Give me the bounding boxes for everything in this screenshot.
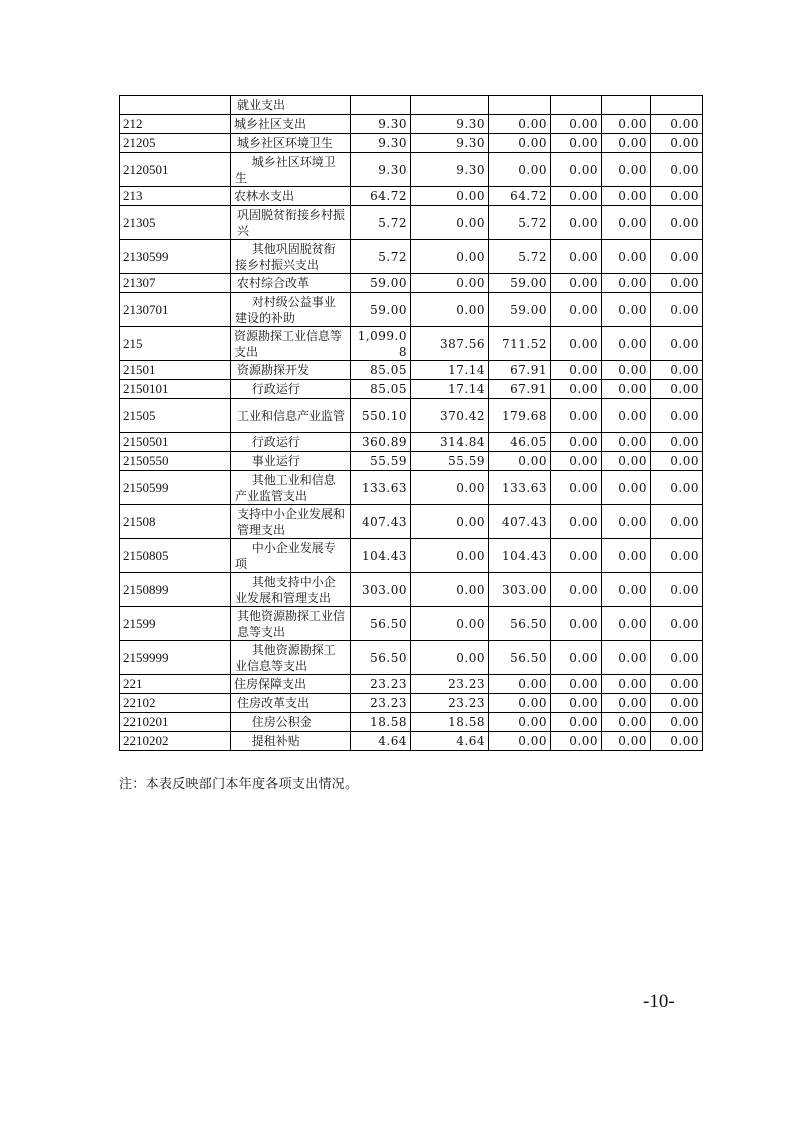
enterprise-expenditure-cell: 0.00 — [551, 713, 602, 732]
transfer-expenditure-cell: 0.00 — [602, 293, 651, 327]
subject-code-cell: 2210202 — [120, 732, 231, 751]
subject-code-cell: 21205 — [120, 134, 231, 153]
table-row — [120, 433, 703, 452]
basic-expenditure-cell: 18.58 — [411, 713, 489, 732]
basic-expenditure-cell: 17.14 — [411, 361, 489, 380]
total-cell: 9.30 — [351, 115, 411, 134]
table-row — [120, 607, 703, 641]
project-expenditure-cell: 46.05 — [489, 433, 551, 452]
total-cell: 360.89 — [351, 433, 411, 452]
subject-name-cell: 农林水支出 — [231, 187, 351, 206]
table-row — [120, 399, 703, 433]
subject-name-cell: 就业支出 — [231, 96, 351, 115]
transfer-expenditure-cell: 0.00 — [602, 380, 651, 399]
transfer-expenditure-cell: 0.00 — [602, 327, 651, 361]
table-row — [120, 293, 703, 327]
subject-code-cell: 21599 — [120, 607, 231, 641]
project-expenditure-cell: 67.91 — [489, 380, 551, 399]
total-cell: 303.00 — [351, 573, 411, 607]
subject-code-cell: 2130701 — [120, 293, 231, 327]
subject-name-cell: 农村综合改革 — [231, 274, 351, 293]
table-row — [120, 452, 703, 471]
basic-expenditure-cell: 0.00 — [411, 293, 489, 327]
other-expenditure-cell: 0.00 — [651, 240, 703, 274]
total-cell: 64.72 — [351, 187, 411, 206]
project-expenditure-cell: 56.50 — [489, 641, 551, 675]
subject-code-cell: 2159999 — [120, 641, 231, 675]
total-cell: 56.50 — [351, 607, 411, 641]
enterprise-expenditure-cell: 0.00 — [551, 539, 602, 573]
other-expenditure-cell: 0.00 — [651, 361, 703, 380]
other-expenditure-cell: 0.00 — [651, 607, 703, 641]
subject-code-cell: 2150899 — [120, 573, 231, 607]
other-expenditure-cell: 0.00 — [651, 539, 703, 573]
total-cell: 23.23 — [351, 675, 411, 694]
transfer-expenditure-cell: 0.00 — [602, 433, 651, 452]
subject-name-cell: 巩固脱贫衔接乡村振兴 — [231, 206, 351, 240]
project-expenditure-cell: 67.91 — [489, 361, 551, 380]
other-expenditure-cell: 0.00 — [651, 380, 703, 399]
other-expenditure-cell: 0.00 — [651, 641, 703, 675]
basic-expenditure-cell: 23.23 — [411, 694, 489, 713]
enterprise-expenditure-cell: 0.00 — [551, 505, 602, 539]
transfer-expenditure-cell: 0.00 — [602, 134, 651, 153]
table-row — [120, 134, 703, 153]
subject-code-cell: 2150805 — [120, 539, 231, 573]
table-row — [120, 240, 703, 274]
subject-code-cell: 21307 — [120, 274, 231, 293]
subject-name-cell: 住房公积金 — [231, 713, 351, 732]
basic-expenditure-cell: 17.14 — [411, 380, 489, 399]
total-cell — [351, 96, 411, 115]
other-expenditure-cell: 0.00 — [651, 153, 703, 187]
other-expenditure-cell: 0.00 — [651, 713, 703, 732]
project-expenditure-cell: 133.63 — [489, 471, 551, 505]
subject-code-cell: 2210201 — [120, 713, 231, 732]
project-expenditure-cell: 0.00 — [489, 153, 551, 187]
project-expenditure-cell — [489, 96, 551, 115]
enterprise-expenditure-cell: 0.00 — [551, 134, 602, 153]
transfer-expenditure-cell: 0.00 — [602, 452, 651, 471]
subject-code-cell: 21508 — [120, 505, 231, 539]
transfer-expenditure-cell: 0.00 — [602, 694, 651, 713]
enterprise-expenditure-cell: 0.00 — [551, 573, 602, 607]
table-row — [120, 274, 703, 293]
transfer-expenditure-cell: 0.00 — [602, 274, 651, 293]
table-row — [120, 380, 703, 399]
basic-expenditure-cell: 9.30 — [411, 134, 489, 153]
table-row — [120, 153, 703, 187]
transfer-expenditure-cell: 0.00 — [602, 399, 651, 433]
transfer-expenditure-cell: 0.00 — [602, 505, 651, 539]
project-expenditure-cell: 0.00 — [489, 115, 551, 134]
subject-code-cell: 2150550 — [120, 452, 231, 471]
other-expenditure-cell: 0.00 — [651, 505, 703, 539]
enterprise-expenditure-cell: 0.00 — [551, 641, 602, 675]
transfer-expenditure-cell: 0.00 — [602, 675, 651, 694]
total-cell: 55.59 — [351, 452, 411, 471]
project-expenditure-cell: 303.00 — [489, 573, 551, 607]
project-expenditure-cell: 5.72 — [489, 240, 551, 274]
transfer-expenditure-cell: 0.00 — [602, 206, 651, 240]
subject-name-cell: 城乡社区支出 — [231, 115, 351, 134]
enterprise-expenditure-cell: 0.00 — [551, 240, 602, 274]
enterprise-expenditure-cell: 0.00 — [551, 471, 602, 505]
total-cell: 23.23 — [351, 694, 411, 713]
total-cell: 5.72 — [351, 206, 411, 240]
enterprise-expenditure-cell: 0.00 — [551, 732, 602, 751]
subject-code-cell: 2150101 — [120, 380, 231, 399]
total-cell: 59.00 — [351, 293, 411, 327]
table-row — [120, 694, 703, 713]
subject-code-cell: 213 — [120, 187, 231, 206]
basic-expenditure-cell: 0.00 — [411, 206, 489, 240]
other-expenditure-cell: 0.00 — [651, 115, 703, 134]
subject-name-cell: 对村级公益事业建设的补助 — [231, 293, 351, 327]
project-expenditure-cell: 104.43 — [489, 539, 551, 573]
table-row — [120, 641, 703, 675]
other-expenditure-cell: 0.00 — [651, 134, 703, 153]
subject-code-cell: 215 — [120, 327, 231, 361]
enterprise-expenditure-cell — [551, 96, 602, 115]
subject-code-cell: 22102 — [120, 694, 231, 713]
subject-name-cell: 其他资源勘探工业信息等支出 — [231, 607, 351, 641]
basic-expenditure-cell: 0.00 — [411, 573, 489, 607]
subject-name-cell: 城乡社区环境卫生 — [231, 153, 351, 187]
subject-name-cell: 事业运行 — [231, 452, 351, 471]
project-expenditure-cell: 0.00 — [489, 713, 551, 732]
project-expenditure-cell: 0.00 — [489, 134, 551, 153]
basic-expenditure-cell: 0.00 — [411, 505, 489, 539]
total-cell: 4.64 — [351, 732, 411, 751]
expenditure-table-container — [119, 95, 703, 751]
table-row — [120, 361, 703, 380]
subject-name-cell: 其他工业和信息产业监管支出 — [231, 471, 351, 505]
project-expenditure-cell: 59.00 — [489, 293, 551, 327]
other-expenditure-cell: 0.00 — [651, 675, 703, 694]
subject-name-cell: 住房改革支出 — [231, 694, 351, 713]
enterprise-expenditure-cell: 0.00 — [551, 327, 602, 361]
total-cell: 9.30 — [351, 134, 411, 153]
subject-name-cell: 其他资源勘探工业信息等支出 — [231, 641, 351, 675]
transfer-expenditure-cell: 0.00 — [602, 573, 651, 607]
table-row — [120, 206, 703, 240]
basic-expenditure-cell: 0.00 — [411, 641, 489, 675]
total-cell: 85.05 — [351, 361, 411, 380]
subject-name-cell: 工业和信息产业监管 — [231, 399, 351, 433]
table-row — [120, 732, 703, 751]
project-expenditure-cell: 56.50 — [489, 607, 551, 641]
other-expenditure-cell: 0.00 — [651, 471, 703, 505]
table-row — [120, 471, 703, 505]
project-expenditure-cell: 0.00 — [489, 694, 551, 713]
subject-name-cell: 其他巩固脱贫衔接乡村振兴支出 — [231, 240, 351, 274]
basic-expenditure-cell: 387.56 — [411, 327, 489, 361]
other-expenditure-cell: 0.00 — [651, 452, 703, 471]
enterprise-expenditure-cell: 0.00 — [551, 399, 602, 433]
subject-code-cell: 2150501 — [120, 433, 231, 452]
enterprise-expenditure-cell: 0.00 — [551, 274, 602, 293]
total-cell: 550.10 — [351, 399, 411, 433]
basic-expenditure-cell: 4.64 — [411, 732, 489, 751]
total-cell: 133.63 — [351, 471, 411, 505]
basic-expenditure-cell: 0.00 — [411, 187, 489, 206]
transfer-expenditure-cell: 0.00 — [602, 187, 651, 206]
transfer-expenditure-cell: 0.00 — [602, 115, 651, 134]
transfer-expenditure-cell: 0.00 — [602, 713, 651, 732]
transfer-expenditure-cell: 0.00 — [602, 641, 651, 675]
other-expenditure-cell: 0.00 — [651, 573, 703, 607]
enterprise-expenditure-cell: 0.00 — [551, 380, 602, 399]
basic-expenditure-cell — [411, 96, 489, 115]
basic-expenditure-cell: 9.30 — [411, 153, 489, 187]
transfer-expenditure-cell: 0.00 — [602, 153, 651, 187]
basic-expenditure-cell: 0.00 — [411, 471, 489, 505]
total-cell: 56.50 — [351, 641, 411, 675]
project-expenditure-cell: 0.00 — [489, 452, 551, 471]
subject-code-cell: 2150599 — [120, 471, 231, 505]
subject-name-cell: 提租补贴 — [231, 732, 351, 751]
transfer-expenditure-cell — [602, 96, 651, 115]
basic-expenditure-cell: 0.00 — [411, 607, 489, 641]
table-row — [120, 713, 703, 732]
enterprise-expenditure-cell: 0.00 — [551, 206, 602, 240]
basic-expenditure-cell: 23.23 — [411, 675, 489, 694]
enterprise-expenditure-cell: 0.00 — [551, 153, 602, 187]
project-expenditure-cell: 59.00 — [489, 274, 551, 293]
project-expenditure-cell: 179.68 — [489, 399, 551, 433]
enterprise-expenditure-cell: 0.00 — [551, 187, 602, 206]
subject-name-cell: 中小企业发展专项 — [231, 539, 351, 573]
table-row — [120, 505, 703, 539]
total-cell: 9.30 — [351, 153, 411, 187]
enterprise-expenditure-cell: 0.00 — [551, 452, 602, 471]
other-expenditure-cell: 0.00 — [651, 694, 703, 713]
other-expenditure-cell: 0.00 — [651, 206, 703, 240]
other-expenditure-cell: 0.00 — [651, 399, 703, 433]
total-cell: 18.58 — [351, 713, 411, 732]
other-expenditure-cell: 0.00 — [651, 732, 703, 751]
basic-expenditure-cell: 0.00 — [411, 539, 489, 573]
enterprise-expenditure-cell: 0.00 — [551, 607, 602, 641]
subject-name-cell: 城乡社区环境卫生 — [231, 134, 351, 153]
other-expenditure-cell: 0.00 — [651, 274, 703, 293]
project-expenditure-cell: 5.72 — [489, 206, 551, 240]
basic-expenditure-cell: 0.00 — [411, 274, 489, 293]
enterprise-expenditure-cell: 0.00 — [551, 675, 602, 694]
transfer-expenditure-cell: 0.00 — [602, 361, 651, 380]
subject-name-cell: 资源勘探开发 — [231, 361, 351, 380]
other-expenditure-cell — [651, 96, 703, 115]
project-expenditure-cell: 0.00 — [489, 732, 551, 751]
basic-expenditure-cell: 55.59 — [411, 452, 489, 471]
table-row — [120, 187, 703, 206]
subject-name-cell: 其他支持中小企业发展和管理支出 — [231, 573, 351, 607]
table-row — [120, 327, 703, 361]
transfer-expenditure-cell: 0.00 — [602, 732, 651, 751]
subject-code-cell: 2120501 — [120, 153, 231, 187]
table-footnote: 注：本表反映部门本年度各项支出情况。 — [119, 777, 359, 792]
subject-code-cell: 21305 — [120, 206, 231, 240]
total-cell: 85.05 — [351, 380, 411, 399]
total-cell: 59.00 — [351, 274, 411, 293]
other-expenditure-cell: 0.00 — [651, 327, 703, 361]
subject-code-cell: 2130599 — [120, 240, 231, 274]
project-expenditure-cell: 0.00 — [489, 675, 551, 694]
subject-code-cell: 212 — [120, 115, 231, 134]
subject-name-cell: 资源勘探工业信息等支出 — [231, 327, 351, 361]
subject-name-cell: 行政运行 — [231, 380, 351, 399]
basic-expenditure-cell: 370.42 — [411, 399, 489, 433]
total-cell: 104.43 — [351, 539, 411, 573]
table-row — [120, 573, 703, 607]
transfer-expenditure-cell: 0.00 — [602, 471, 651, 505]
other-expenditure-cell: 0.00 — [651, 433, 703, 452]
project-expenditure-cell: 407.43 — [489, 505, 551, 539]
total-cell: 5.72 — [351, 240, 411, 274]
total-cell: 407.43 — [351, 505, 411, 539]
table-row — [120, 539, 703, 573]
enterprise-expenditure-cell: 0.00 — [551, 361, 602, 380]
enterprise-expenditure-cell: 0.00 — [551, 433, 602, 452]
table-row — [120, 115, 703, 134]
subject-name-cell: 支持中小企业发展和管理支出 — [231, 505, 351, 539]
table-row — [120, 675, 703, 694]
enterprise-expenditure-cell: 0.00 — [551, 694, 602, 713]
project-expenditure-cell: 711.52 — [489, 327, 551, 361]
transfer-expenditure-cell: 0.00 — [602, 607, 651, 641]
subject-name-cell: 行政运行 — [231, 433, 351, 452]
table-row — [120, 96, 703, 115]
page-number: -10- — [643, 991, 675, 1012]
subject-code-cell: 221 — [120, 675, 231, 694]
transfer-expenditure-cell: 0.00 — [602, 240, 651, 274]
basic-expenditure-cell: 314.84 — [411, 433, 489, 452]
total-cell: 1,099.08 — [351, 327, 411, 361]
subject-code-cell: 21505 — [120, 399, 231, 433]
enterprise-expenditure-cell: 0.00 — [551, 115, 602, 134]
transfer-expenditure-cell: 0.00 — [602, 539, 651, 573]
subject-code-cell: 21501 — [120, 361, 231, 380]
enterprise-expenditure-cell: 0.00 — [551, 293, 602, 327]
subject-name-cell: 住房保障支出 — [231, 675, 351, 694]
expenditure-table — [119, 95, 703, 751]
basic-expenditure-cell: 0.00 — [411, 240, 489, 274]
expenditure-table-body — [120, 96, 703, 751]
subject-code-cell — [120, 96, 231, 115]
project-expenditure-cell: 64.72 — [489, 187, 551, 206]
other-expenditure-cell: 0.00 — [651, 187, 703, 206]
basic-expenditure-cell: 9.30 — [411, 115, 489, 134]
other-expenditure-cell: 0.00 — [651, 293, 703, 327]
